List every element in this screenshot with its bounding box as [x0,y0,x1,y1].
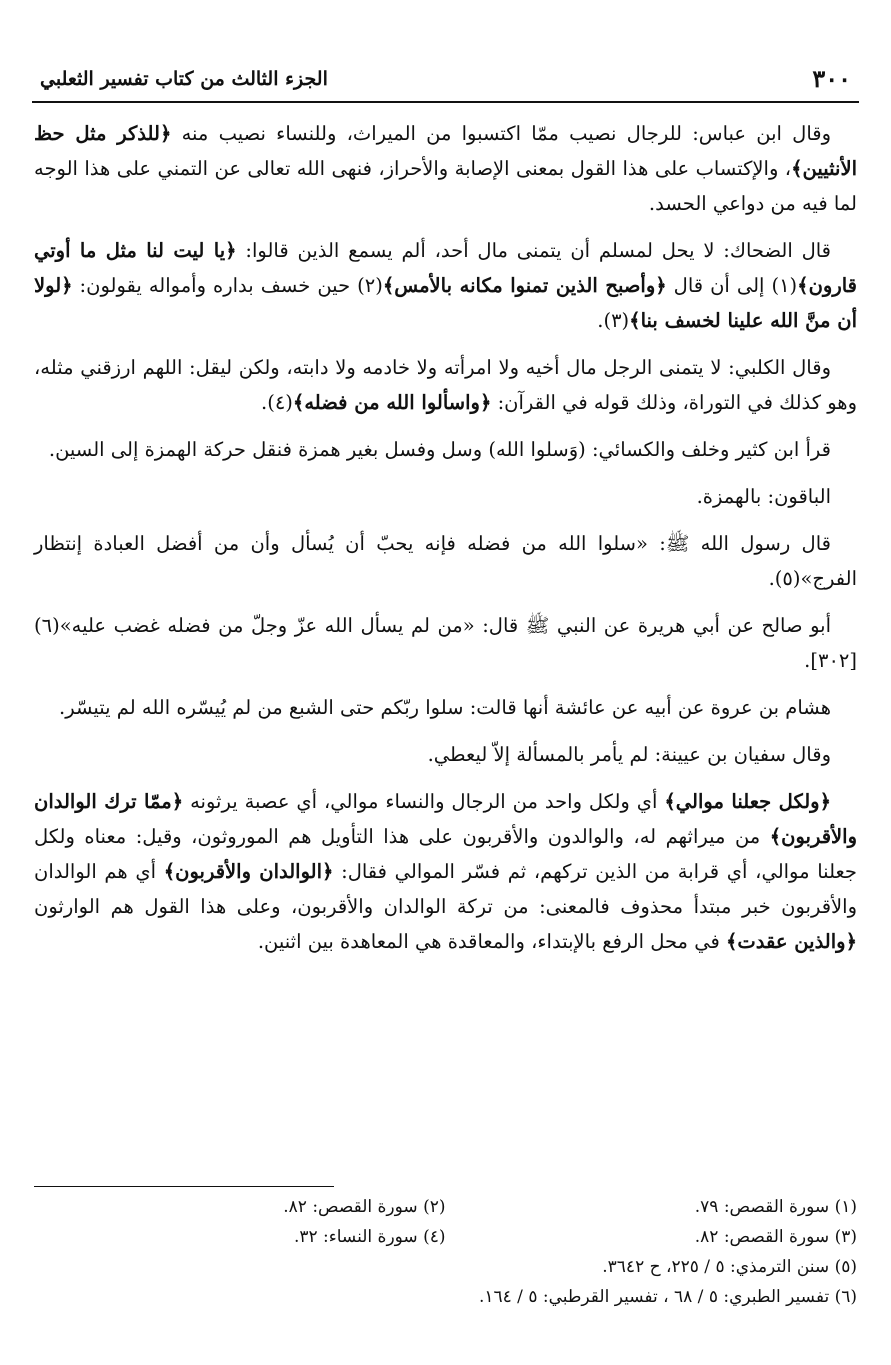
text-segment: وقال ابن عباس: للرجال نصيب ممّا اكتسبوا من الميراث، وللنساء نصيب منه [171,122,831,145]
text-segment: قرأ ابن كثير وخلف والكسائي: (وَسلوا الله) وسل وفسل بغير همزة فنقل حركة الهمزة إلى السين. [48,438,831,461]
footnote-row [34,1222,857,1252]
quran-quote: ﴿ولكل جعلنا موالي﴾ [664,790,831,813]
footnote-3: (٣) سورة القصص: ٨٢. [694,1227,857,1247]
footnote-5: (٥) سنن الترمذي: ٥ / ٢٢٥، ح ٣٦٤٢. [602,1257,857,1277]
text-segment: أي هم الوالدان والأقربون خبر مبتدأ محذوف فالمعنى: من تركة الوالدان والأقربون، وعلى هذا القول هم الوارثون [34,860,857,918]
text-segment: وقال سفيان بن عيينة: لم يأمر بالمسألة إلاّ ليعطي. [427,743,831,766]
text-segment: قال رسول الله ﷺ: «سلوا الله من فضله فإنه يحبّ أن يُسأل وأن من أفضل العبادة إنتظار الفرج»(٥). [34,532,857,590]
footnote-4: (٤) سورة النساء: ٣٢. [293,1227,446,1247]
text-segment: في محل الرفع بالإبتداء، والمعاقدة هي المعاهدة بين اثنين. [257,930,726,953]
text-segment: قال الضحاك: لا يحل لمسلم أن يتمنى مال أحد، ألم يسمع الذين قالوا: [236,239,831,262]
footnotes [34,1192,857,1312]
text-segment: أي ولكل واحد من الرجال والنساء موالي، أي عصبة يرثونه [183,790,665,813]
paragraph [34,432,857,467]
running-title: الجزء الثالث من كتاب تفسير الثعلبي [40,68,328,90]
text-segment: من ميراثهم له، والوالدون والأقربون على هذا التأويل هم الموروثون، وقيل: معناه ولكل جعلنا موالي، أي قرابة من الذين تركهم، ثم فسّر الموالي فقال: [34,825,857,883]
text-segment: هشام بن عروة عن أبيه عن عائشة أنها قالت: سلوا ربّكم حتى الشبع من لم يُيسّره الله لم يتيسّر. [59,696,831,719]
footnote-1: (١) سورة القصص: ٧٩. [694,1197,857,1217]
main-text [34,116,857,971]
text-segment: وقال الكلبي: لا يتمنى الرجل مال أخيه ولا امرأته ولا خادمه ولا دابته، ولكن ليقل: اللهم ارزقني مثله، وهو كذلك في التوراة، وذلك قوله في القرآن: [34,356,857,414]
page-header [32,60,859,100]
quran-quote: ﴿يا ليت لنا مثل ما أوتي قارون﴾ [34,239,857,297]
quran-quote: ﴿وأصبح الذين تمنوا مكانه بالأمس﴾ [382,274,667,297]
quran-quote: ﴿واسألوا الله من فضله﴾ [292,391,492,414]
footnote-row [34,1192,857,1222]
text-segment: ، والإكتساب على هذا القول بمعنى الإصابة والأحراز، فنهى الله تعالى عن التمني على هذا الوجه لما فيه من دواعي الحسد. [34,157,857,215]
header-divider [32,101,859,103]
text-segment: الباقون: بالهمزة. [696,485,831,508]
paragraph [34,737,857,772]
page-number: ٣٠٠ [812,64,851,93]
text-segment: أبو صالح عن أبي هريرة عن النبي ﷺ قال: «من لم يسأل الله عزّ وجلّ من فضله غضب عليه»(٦) [٣٠٢]. [34,614,857,672]
paragraph [34,479,857,514]
text-segment: (٤). [261,391,293,414]
paragraph [34,116,857,221]
text-segment: (٣). [597,309,630,332]
quran-quote: ﴿الوالدان والأقربون﴾ [163,860,334,883]
paragraph [34,784,857,959]
paragraph [34,608,857,678]
footnote-divider [34,1186,334,1187]
footnote-2: (٢) سورة القصص: ٨٢. [283,1197,446,1217]
quran-quote: ﴿ممّا ترك الوالدان والأقربون﴾ [34,790,857,848]
text-segment: (١) إلى أن قال [666,274,798,297]
quran-quote: ﴿والذين عقدت﴾ [725,930,857,953]
quran-quote: ﴿لولا أن منَّ الله علينا لخسف بنا﴾ [34,274,857,332]
paragraph [34,233,857,338]
text-segment: (٢) حين خسف بداره وأمواله يقولون: [72,274,383,297]
paragraph [34,526,857,596]
quran-quote: ﴿للذكر مثل حظ الأنثيين﴾ [34,122,857,180]
paragraph [34,690,857,725]
footnote-6: (٦) تفسير الطبري: ٥ / ٦٨ ، تفسير القرطبي: ٥ / ١٦٤. [478,1287,857,1307]
paragraph [34,350,857,420]
